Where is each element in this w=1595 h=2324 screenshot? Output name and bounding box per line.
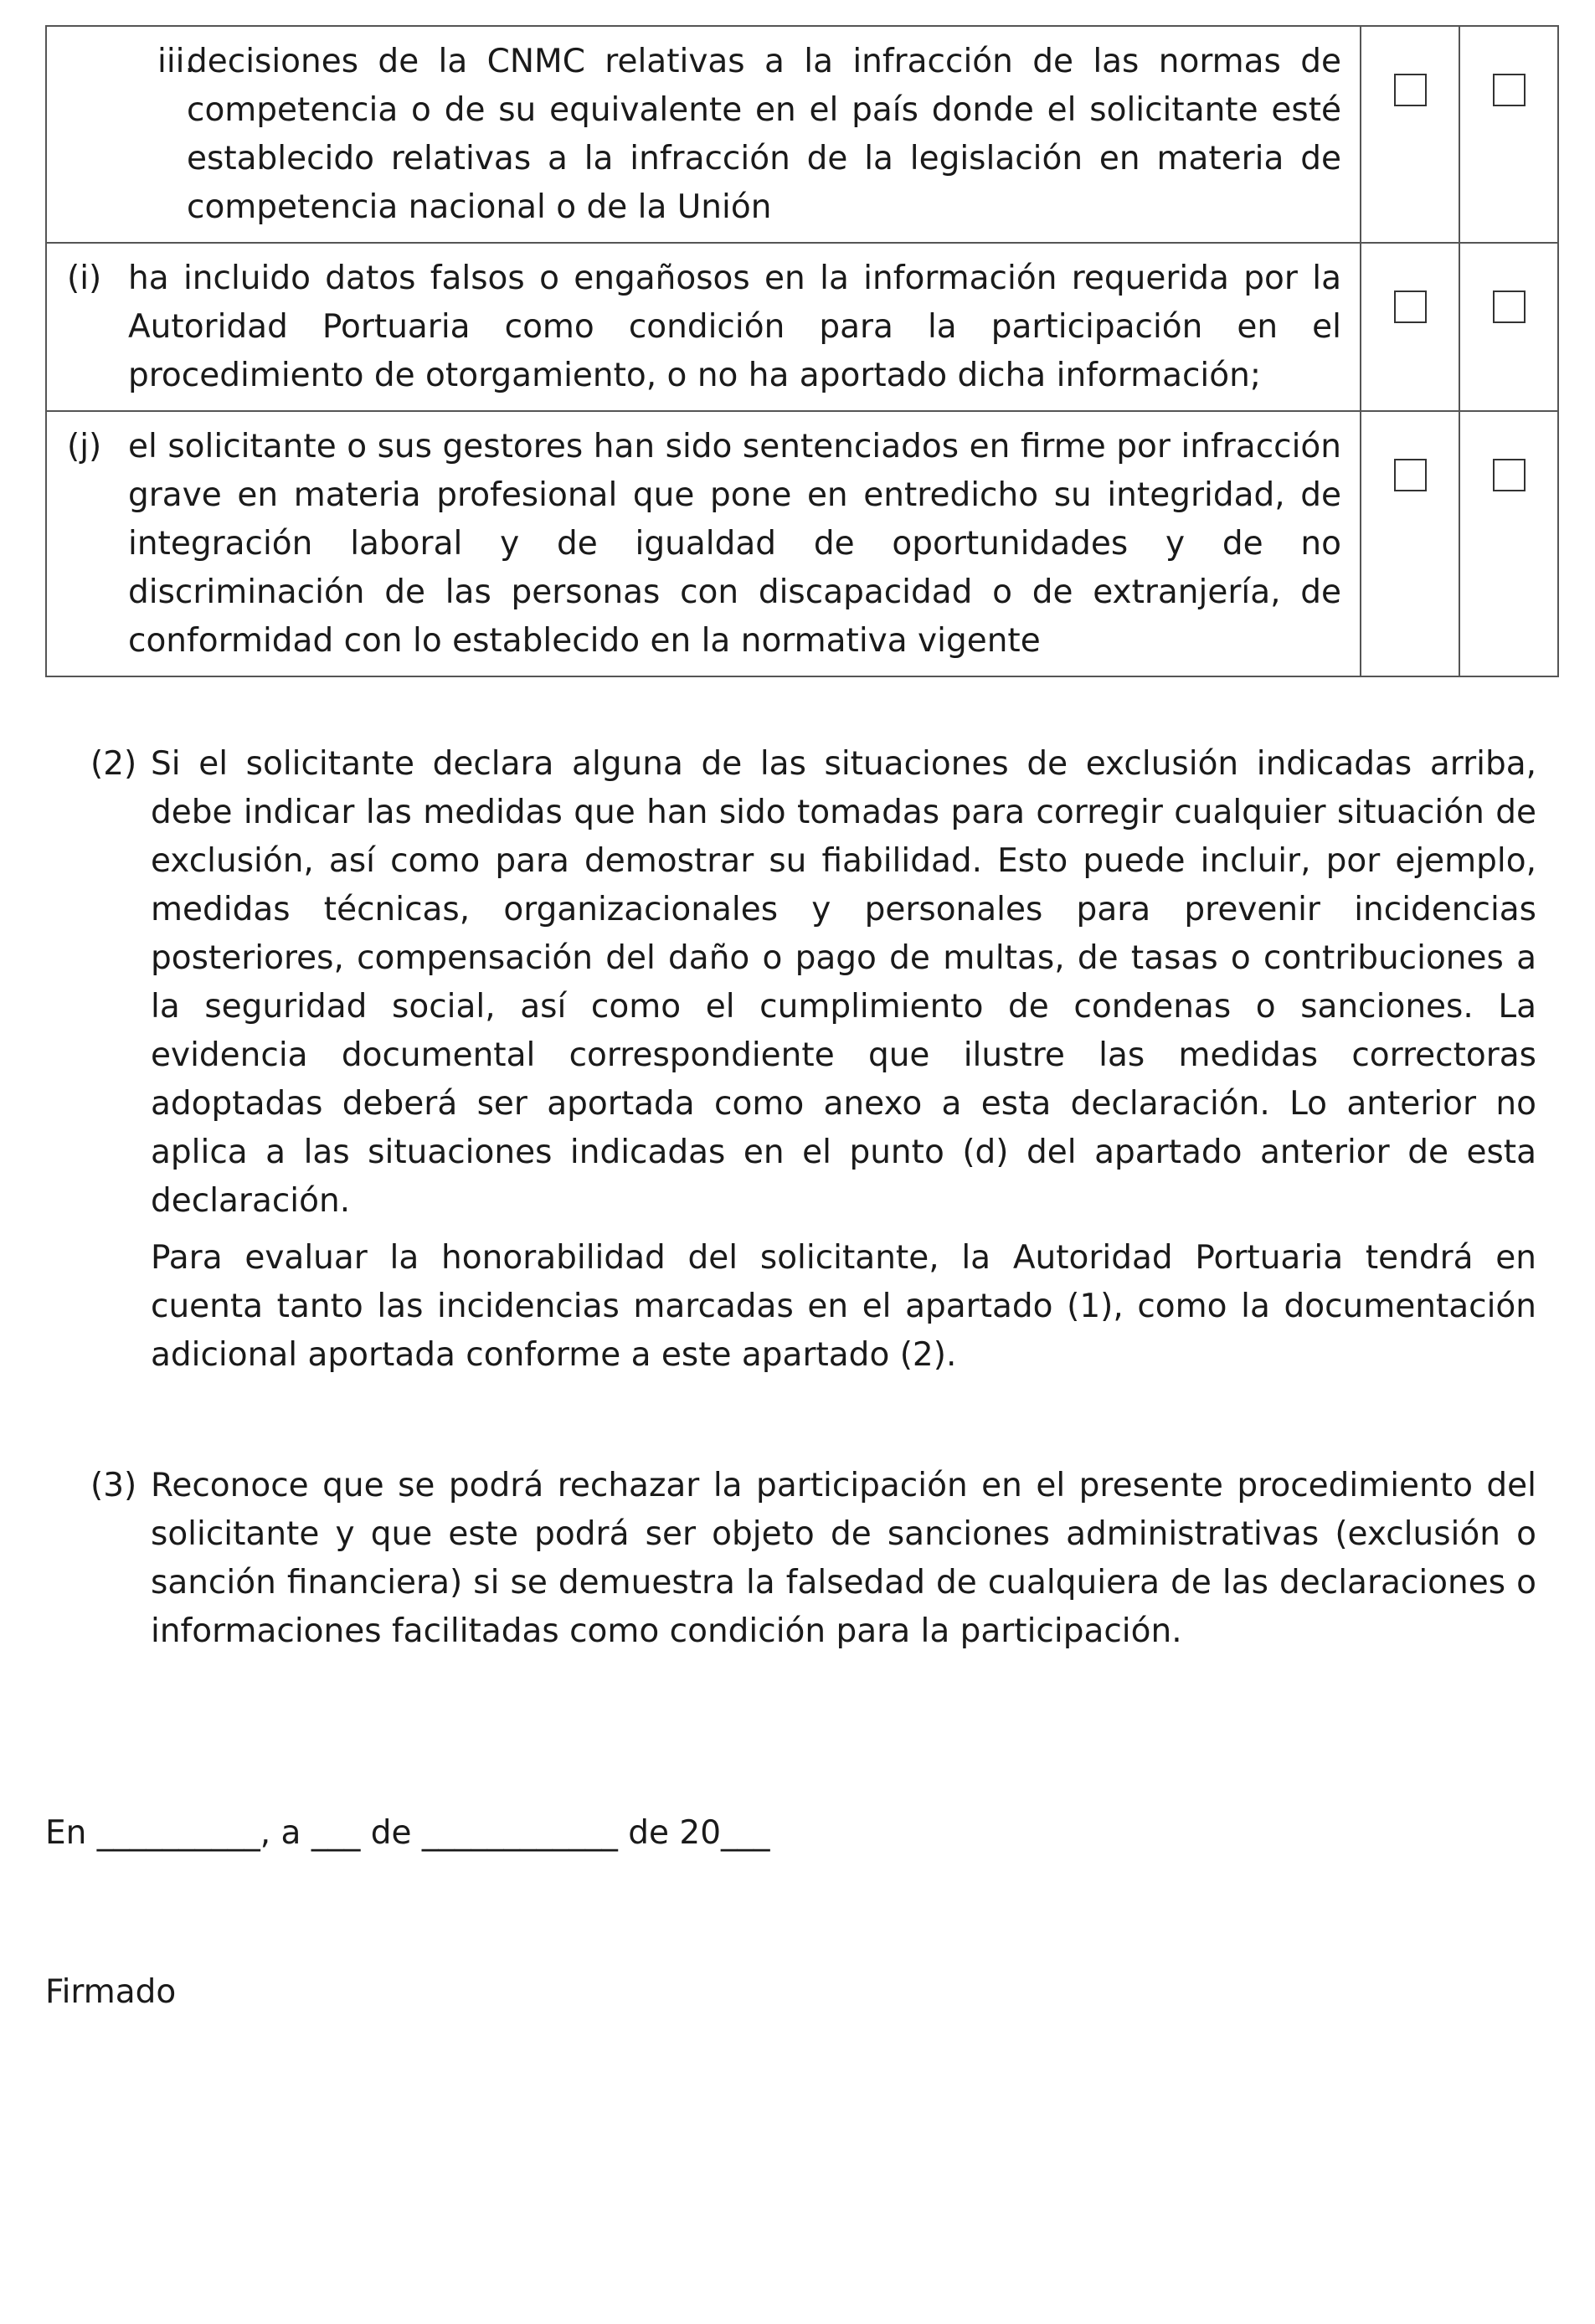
paragraph-number: (2) xyxy=(90,745,137,783)
yes-checkbox[interactable] xyxy=(1394,74,1427,106)
yes-cell xyxy=(1361,26,1459,243)
place-date-line[interactable]: En __________, a ___ de ____________ de 20___ xyxy=(45,1814,770,1852)
yes-checkbox[interactable] xyxy=(1394,459,1427,491)
item-text: decisiones de la CNMC relativas a la infracción de las normas de competencia o de su equivalente en el país donde el solicitante esté establecido relativas a la infracción de la legislación en materia de competencia nacional o de la Unión xyxy=(187,43,1341,226)
item-text: ha incluido datos falsos o engañosos en la información requerida por la Autoridad Portuaria como condición para la participación en el procedimiento de otorgamiento, o no ha aportado dicha información; xyxy=(128,260,1341,394)
table-cell-text xyxy=(46,26,1361,243)
no-cell xyxy=(1459,26,1558,243)
item-text: el solicitante o sus gestores han sido sentenciados en firme por infracción grave en materia profesional que pone en entredicho su integridad, de integración laboral y de igualdad de oportunidades y de no discriminación de las personas con discapacidad o de extranjería, de conformidad con lo establecido en la normativa vigente xyxy=(128,428,1341,660)
paragraph-number: (3) xyxy=(90,1467,137,1504)
item-marker: iii. xyxy=(157,43,195,80)
no-cell xyxy=(1459,243,1558,411)
item-marker: (j) xyxy=(67,428,102,465)
item-marker: (i) xyxy=(67,260,102,297)
no-cell xyxy=(1459,411,1558,676)
paragraph-2 xyxy=(90,740,1536,1380)
no-checkbox[interactable] xyxy=(1493,290,1526,323)
table-cell-text xyxy=(46,243,1361,411)
table-cell-text xyxy=(46,411,1361,676)
paragraph-3 xyxy=(90,1462,1536,1656)
paragraph-text: Para evaluar la honorabilidad del solicitante, la Autoridad Portuaria tendrá en cuenta tanto las incidencias marcadas en el apartado (1), como la documentación adicional aportada conforme a este apartado (2). xyxy=(151,1239,1536,1374)
no-checkbox[interactable] xyxy=(1493,459,1526,491)
no-checkbox[interactable] xyxy=(1493,74,1526,106)
yes-checkbox[interactable] xyxy=(1394,290,1427,323)
paragraph-text: Si el solicitante declara alguna de las situaciones de exclusión indicadas arriba, debe indicar las medidas que han sido tomadas para corregir cualquier situación de exclusión, así como para demostrar su fiabilidad. Esto puede incluir, por ejemplo, medidas técnicas, organizacionales y personales para prevenir incidencias posteriores, compensación del daño o pago de multas, de tasas o contribuciones a la seguridad social, así como el cumplimiento de condenas o sanciones. La evidencia documental correspondiente que ilustre las medidas correctoras adoptadas deberá ser aportada como anexo a esta declaración. Lo anterior no aplica a las situaciones indicadas en el punto (d) del apartado anterior de esta declaración. xyxy=(151,745,1536,1220)
yes-cell xyxy=(1361,243,1459,411)
paragraph-text: Reconoce que se podrá rechazar la participación en el presente procedimiento del solicitante y que este podrá ser objeto de sanciones administrativas (exclusión o sanción financiera) si se demuestra la falsedad de cualquiera de las declaraciones o informaciones facilitadas como condición para la participación. xyxy=(151,1467,1536,1650)
table-row xyxy=(46,411,1558,676)
table-row xyxy=(46,26,1558,243)
yes-cell xyxy=(1361,411,1459,676)
signed-label: Firmado xyxy=(45,1973,177,2011)
declaration-table xyxy=(45,25,1559,677)
table-row xyxy=(46,243,1558,411)
